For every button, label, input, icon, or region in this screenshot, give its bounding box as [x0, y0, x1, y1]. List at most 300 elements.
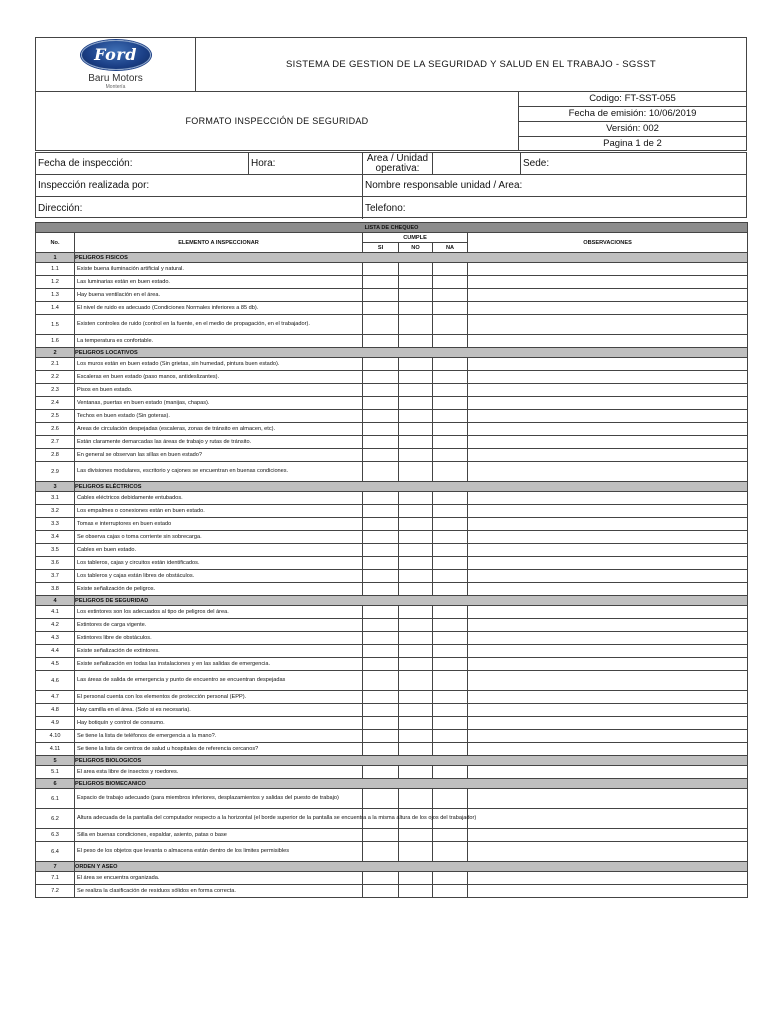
check-no-cell[interactable]	[399, 371, 433, 384]
check-na-cell[interactable]	[433, 371, 468, 384]
check-na-cell[interactable]	[433, 423, 468, 436]
check-na-cell[interactable]	[433, 730, 468, 743]
observations-cell[interactable]	[468, 842, 748, 862]
observations-cell[interactable]	[468, 789, 748, 809]
item-number: 1.4	[36, 302, 75, 315]
check-si-cell[interactable]	[363, 583, 399, 596]
observations-cell[interactable]	[468, 531, 748, 544]
table-row	[36, 717, 748, 730]
check-si-cell[interactable]	[363, 619, 399, 632]
check-na-cell[interactable]	[433, 289, 468, 302]
phone-field[interactable]: Telefono:	[362, 197, 746, 219]
check-na-cell[interactable]	[433, 717, 468, 730]
logo-company: Baru Motors	[88, 72, 143, 84]
item-number: 5.1	[36, 766, 75, 779]
item-number: 6.2	[36, 809, 75, 829]
item-number: 1.1	[36, 263, 75, 276]
item-number: 2.8	[36, 449, 75, 462]
check-no-cell[interactable]	[399, 743, 433, 756]
item-description: En general se observan las sillas en buen estado?	[75, 449, 363, 462]
check-no-cell[interactable]	[399, 570, 433, 583]
check-si-cell[interactable]	[363, 544, 399, 557]
check-no-cell[interactable]	[399, 276, 433, 289]
item-number: 4.11	[36, 743, 75, 756]
col-no-header: No.	[36, 233, 75, 253]
item-description: Areas de circulación despejadas (escaleras, zonas de tránsito en almacen, etc).	[75, 423, 363, 436]
table-row	[36, 842, 748, 862]
item-description: Los tableros, cajas y circuitos están identificados.	[75, 557, 363, 570]
check-no-cell[interactable]	[399, 671, 433, 691]
item-description: Silla en buenas condiciones, espaldar, asiento, patas o base	[75, 829, 363, 842]
doc-page: Pagina 1 de 2	[603, 138, 662, 149]
check-si-cell[interactable]	[363, 766, 399, 779]
item-number: 4.1	[36, 606, 75, 619]
check-no-cell[interactable]	[399, 544, 433, 557]
check-si-cell[interactable]	[363, 691, 399, 704]
check-si-cell[interactable]	[363, 423, 399, 436]
check-no-cell[interactable]	[399, 449, 433, 462]
check-na-cell[interactable]	[433, 583, 468, 596]
check-no-cell[interactable]	[399, 691, 433, 704]
check-si-cell[interactable]	[363, 335, 399, 348]
check-na-cell[interactable]	[433, 335, 468, 348]
section-header-row	[36, 756, 748, 766]
table-row	[36, 371, 748, 384]
observations-cell[interactable]	[468, 583, 748, 596]
check-si-cell[interactable]	[363, 371, 399, 384]
section-number: 3	[36, 482, 75, 492]
check-na-cell[interactable]	[433, 789, 468, 809]
item-number: 2.2	[36, 371, 75, 384]
col-complies-header: CUMPLE	[363, 233, 468, 243]
item-number: 3.3	[36, 518, 75, 531]
observations-cell[interactable]	[468, 492, 748, 505]
item-description: Existe señalización de peligros.	[75, 583, 363, 596]
check-no-cell[interactable]	[399, 829, 433, 842]
item-description: Tomas e interruptores en buen estado	[75, 518, 363, 531]
header-top	[35, 37, 747, 92]
check-na-cell[interactable]	[433, 449, 468, 462]
item-description: Existe señalización de extintores.	[75, 645, 363, 658]
check-si-cell[interactable]	[363, 743, 399, 756]
check-si-cell[interactable]	[363, 276, 399, 289]
check-na-cell[interactable]	[433, 619, 468, 632]
check-na-cell[interactable]	[433, 829, 468, 842]
item-description: Extintores de carga vigente.	[75, 619, 363, 632]
check-no-cell[interactable]	[399, 632, 433, 645]
info-row-2	[36, 175, 746, 197]
check-no-cell[interactable]	[399, 315, 433, 335]
observations-cell[interactable]	[468, 829, 748, 842]
section-number: 7	[36, 862, 75, 872]
table-row	[36, 436, 748, 449]
check-si-cell[interactable]	[363, 872, 399, 885]
table-row	[36, 730, 748, 743]
check-si-cell[interactable]	[363, 570, 399, 583]
area-field[interactable]	[432, 153, 520, 174]
item-number: 7.1	[36, 872, 75, 885]
table-row	[36, 570, 748, 583]
table-row	[36, 619, 748, 632]
check-na-cell[interactable]	[433, 544, 468, 557]
item-number: 2.7	[36, 436, 75, 449]
company-logo	[36, 38, 196, 91]
table-row	[36, 743, 748, 756]
check-na-cell[interactable]	[433, 606, 468, 619]
item-number: 6.3	[36, 829, 75, 842]
check-si-cell[interactable]	[363, 315, 399, 335]
check-si-cell[interactable]	[363, 449, 399, 462]
item-description: Pisos en buen estado.	[75, 384, 363, 397]
check-na-cell[interactable]	[433, 276, 468, 289]
check-no-cell[interactable]	[399, 384, 433, 397]
section-title: PELIGROS FISICOS	[75, 253, 748, 263]
check-si-cell[interactable]	[363, 410, 399, 423]
check-na-cell[interactable]	[433, 632, 468, 645]
check-na-cell[interactable]	[433, 872, 468, 885]
observations-cell[interactable]	[468, 557, 748, 570]
item-number: 7.2	[36, 885, 75, 898]
check-si-cell[interactable]	[363, 829, 399, 842]
observations-cell[interactable]	[468, 730, 748, 743]
item-description: Altura adecuada de la pantalla del computador respecto a la horizontal (el borde superior de la pantalla se encuentra a la misma altura de los ojos del trabajador)	[75, 809, 363, 829]
item-description: Se observa cajas o toma corriente sin sobrecarga.	[75, 531, 363, 544]
section-header-row	[36, 348, 748, 358]
check-no-cell[interactable]	[399, 766, 433, 779]
item-description: Espacio de trabajo adecuado (para miembros inferiores, desplazamientos y salidas del puesto de trabajo)	[75, 789, 363, 809]
check-na-cell[interactable]	[433, 358, 468, 371]
check-no-cell[interactable]	[399, 658, 433, 671]
check-si-cell[interactable]	[363, 717, 399, 730]
item-description: Hay botiquín y control de consumo.	[75, 717, 363, 730]
observations-cell[interactable]	[468, 410, 748, 423]
section-title: PELIGROS ELÉCTRICOS	[75, 482, 748, 492]
col-no-option-header: NO	[399, 243, 433, 253]
check-no-cell[interactable]	[399, 730, 433, 743]
item-number: 2.3	[36, 384, 75, 397]
check-no-cell[interactable]	[399, 645, 433, 658]
info-row-3	[36, 197, 746, 219]
table-row	[36, 671, 748, 691]
item-description: Las divisiones modulares, escritorio y cajones se encuentran en buenas condiciones.	[75, 462, 363, 482]
check-na-cell[interactable]	[433, 397, 468, 410]
check-no-cell[interactable]	[399, 492, 433, 505]
check-si-cell[interactable]	[363, 842, 399, 862]
table-row	[36, 449, 748, 462]
area-label-line1: Area / Unidad	[366, 152, 429, 164]
table-row	[36, 492, 748, 505]
table-row	[36, 789, 748, 809]
check-si-cell[interactable]	[363, 557, 399, 570]
observations-cell[interactable]	[468, 384, 748, 397]
check-na-cell[interactable]	[433, 410, 468, 423]
table-row	[36, 583, 748, 596]
table-row	[36, 691, 748, 704]
item-number: 2.1	[36, 358, 75, 371]
check-si-cell[interactable]	[363, 658, 399, 671]
item-description: Cables eléctricos debidamente entubados.	[75, 492, 363, 505]
section-number: 6	[36, 779, 75, 789]
check-si-cell[interactable]	[363, 505, 399, 518]
check-no-cell[interactable]	[399, 410, 433, 423]
observations-cell[interactable]	[468, 335, 748, 348]
observations-cell[interactable]	[468, 658, 748, 671]
item-description: Existe buena iluminación artificial y natural.	[75, 263, 363, 276]
table-row	[36, 809, 748, 829]
table-row	[36, 410, 748, 423]
table-row	[36, 766, 748, 779]
col-observations-header: OBSERVACIONES	[468, 233, 748, 253]
check-si-cell[interactable]	[363, 462, 399, 482]
check-no-cell[interactable]	[399, 872, 433, 885]
item-number: 4.8	[36, 704, 75, 717]
item-description: Extintores libre de obstáculos.	[75, 632, 363, 645]
check-si-cell[interactable]	[363, 632, 399, 645]
check-no-cell[interactable]	[399, 583, 433, 596]
check-na-cell[interactable]	[433, 315, 468, 335]
check-na-cell[interactable]	[433, 885, 468, 898]
item-description: Existe señalización en todas las instalaciones y en las salidas de emergencia.	[75, 658, 363, 671]
item-number: 2.9	[36, 462, 75, 482]
observations-cell[interactable]	[468, 276, 748, 289]
table-row	[36, 606, 748, 619]
doc-version: Versión: 002	[519, 122, 746, 137]
check-si-cell[interactable]	[363, 492, 399, 505]
check-no-cell[interactable]	[399, 335, 433, 348]
check-no-cell[interactable]	[399, 289, 433, 302]
check-na-cell[interactable]	[433, 505, 468, 518]
table-row	[36, 302, 748, 315]
item-description: El peso de los objetos que levanta o almacena están dentro de los limites permisibles	[75, 842, 363, 862]
item-description: Los empalmes o conexiones están en buen estado.	[75, 505, 363, 518]
check-na-cell[interactable]	[433, 531, 468, 544]
check-na-cell[interactable]	[433, 384, 468, 397]
responsible-field[interactable]: Nombre responsable unidad / Area:	[362, 175, 746, 196]
observations-cell[interactable]	[468, 691, 748, 704]
check-si-cell[interactable]	[363, 263, 399, 276]
table-row	[36, 263, 748, 276]
table-row	[36, 462, 748, 482]
doc-issue-date: Fecha de emisión: 10/06/2019	[519, 107, 746, 122]
table-row	[36, 335, 748, 348]
check-na-cell[interactable]	[433, 570, 468, 583]
observations-cell[interactable]	[468, 766, 748, 779]
check-si-cell[interactable]	[363, 704, 399, 717]
check-si-cell[interactable]	[363, 358, 399, 371]
observations-cell[interactable]	[468, 619, 748, 632]
check-no-cell[interactable]	[399, 436, 433, 449]
item-number: 3.5	[36, 544, 75, 557]
check-no-cell[interactable]	[399, 704, 433, 717]
observations-cell[interactable]	[468, 645, 748, 658]
observations-cell[interactable]	[468, 289, 748, 302]
item-number: 2.5	[36, 410, 75, 423]
item-number: 3.2	[36, 505, 75, 518]
check-na-cell[interactable]	[433, 302, 468, 315]
observations-cell[interactable]	[468, 704, 748, 717]
observations-cell[interactable]	[468, 371, 748, 384]
check-si-cell[interactable]	[363, 302, 399, 315]
check-na-cell[interactable]	[433, 436, 468, 449]
item-description: Los extintores son los adecuados al tipo de peligros del área.	[75, 606, 363, 619]
col-element-header: ELEMENTO A INSPECCIONAR	[75, 233, 363, 253]
item-description: Cables en buen estado.	[75, 544, 363, 557]
item-description: Escaleras en buen estado (paso manos, antideslizantes).	[75, 371, 363, 384]
inspection-date-field[interactable]: Fecha de inspección:	[38, 158, 133, 169]
check-no-cell[interactable]	[399, 518, 433, 531]
observations-cell[interactable]	[468, 743, 748, 756]
item-number: 3.4	[36, 531, 75, 544]
check-no-cell[interactable]	[399, 302, 433, 315]
observations-cell[interactable]	[468, 302, 748, 315]
observations-cell[interactable]	[468, 671, 748, 691]
section-number: 2	[36, 348, 75, 358]
check-na-cell[interactable]	[433, 842, 468, 862]
section-title: PELIGROS BIOMECANICO	[75, 779, 748, 789]
check-no-cell[interactable]	[399, 606, 433, 619]
table-row	[36, 829, 748, 842]
check-na-cell[interactable]	[433, 743, 468, 756]
check-no-cell[interactable]	[399, 557, 433, 570]
table-row	[36, 531, 748, 544]
check-si-cell[interactable]	[363, 518, 399, 531]
item-description: Hay camilla en el área. (Solo si es necesaria).	[75, 704, 363, 717]
check-na-cell[interactable]	[433, 263, 468, 276]
table-row	[36, 505, 748, 518]
check-no-cell[interactable]	[399, 885, 433, 898]
check-na-cell[interactable]	[433, 691, 468, 704]
check-si-cell[interactable]	[363, 289, 399, 302]
observations-cell[interactable]	[468, 872, 748, 885]
check-no-cell[interactable]	[399, 717, 433, 730]
check-no-cell[interactable]	[399, 397, 433, 410]
check-na-cell[interactable]	[433, 645, 468, 658]
check-na-cell[interactable]	[433, 704, 468, 717]
observations-cell[interactable]	[468, 518, 748, 531]
check-no-cell[interactable]	[399, 505, 433, 518]
item-number: 4.6	[36, 671, 75, 691]
section-number: 4	[36, 596, 75, 606]
table-row	[36, 358, 748, 371]
item-number: 6.4	[36, 842, 75, 862]
observations-cell[interactable]	[468, 423, 748, 436]
logo-brand: Ford	[94, 45, 137, 64]
table-row	[36, 518, 748, 531]
item-description: Los muros están en buen estado (Sin grietas, sin humedad, pintura buen estado).	[75, 358, 363, 371]
item-description: Existen controles de ruido (control en la fuente, en el medio de propagación, en el trabajador).	[75, 315, 363, 335]
check-no-cell[interactable]	[399, 462, 433, 482]
section-number: 1	[36, 253, 75, 263]
check-si-cell[interactable]	[363, 645, 399, 658]
observations-cell[interactable]	[468, 885, 748, 898]
item-description: Se tiene la lista de teléfonos de emergencia a la mano?.	[75, 730, 363, 743]
observations-cell[interactable]	[468, 544, 748, 557]
check-si-cell[interactable]	[363, 397, 399, 410]
check-na-cell[interactable]	[433, 658, 468, 671]
observations-cell[interactable]	[468, 358, 748, 371]
site-field[interactable]: Sede:	[520, 153, 746, 174]
section-header-row	[36, 862, 748, 872]
check-si-cell[interactable]	[363, 885, 399, 898]
checklist-title-row	[36, 223, 748, 233]
check-na-cell[interactable]	[433, 462, 468, 482]
item-number: 1.5	[36, 315, 75, 335]
table-row	[36, 645, 748, 658]
observations-cell[interactable]	[468, 449, 748, 462]
check-si-cell[interactable]	[363, 436, 399, 449]
table-row	[36, 557, 748, 570]
observations-cell[interactable]	[468, 632, 748, 645]
col-si-header: SI	[363, 243, 399, 253]
table-row	[36, 397, 748, 410]
check-si-cell[interactable]	[363, 384, 399, 397]
time-field[interactable]: Hora:	[248, 153, 362, 174]
address-field[interactable]: Dirección:	[38, 202, 83, 214]
item-description: Las luminarias están en buen estado.	[75, 276, 363, 289]
col-na-header: NA	[433, 243, 468, 253]
observations-cell[interactable]	[468, 462, 748, 482]
section-title: PELIGROS DE SEGURIDAD	[75, 596, 748, 606]
item-number: 1.2	[36, 276, 75, 289]
check-si-cell[interactable]	[363, 671, 399, 691]
item-number: 4.3	[36, 632, 75, 645]
item-number: 2.6	[36, 423, 75, 436]
observations-cell[interactable]	[468, 315, 748, 335]
item-description: Hay buena ventilación en el área.	[75, 289, 363, 302]
check-no-cell[interactable]	[399, 842, 433, 862]
table-row	[36, 276, 748, 289]
item-number: 1.3	[36, 289, 75, 302]
section-number: 5	[36, 756, 75, 766]
area-label	[362, 153, 432, 174]
section-header-row	[36, 779, 748, 789]
table-row	[36, 384, 748, 397]
check-na-cell[interactable]	[433, 557, 468, 570]
check-na-cell[interactable]	[433, 671, 468, 691]
section-title: ORDEN Y ASEO	[75, 862, 748, 872]
check-si-cell[interactable]	[363, 730, 399, 743]
check-no-cell[interactable]	[399, 423, 433, 436]
check-si-cell[interactable]	[363, 606, 399, 619]
inspector-field[interactable]: Inspección realizada por:	[38, 180, 150, 191]
observations-cell[interactable]	[468, 717, 748, 730]
section-header-row	[36, 596, 748, 606]
check-no-cell[interactable]	[399, 531, 433, 544]
check-no-cell[interactable]	[399, 263, 433, 276]
observations-cell[interactable]	[468, 397, 748, 410]
check-si-cell[interactable]	[363, 789, 399, 809]
check-no-cell[interactable]	[399, 619, 433, 632]
item-description: El personal cuenta con los elementos de protección personal (EPP).	[75, 691, 363, 704]
checklist-table	[35, 222, 748, 898]
check-na-cell[interactable]	[433, 766, 468, 779]
checklist-title: LISTA DE CHEQUEO	[36, 223, 748, 233]
check-no-cell[interactable]	[399, 358, 433, 371]
observations-cell[interactable]	[468, 570, 748, 583]
observations-cell[interactable]	[468, 263, 748, 276]
item-description: El area esta libre de insectos y roedores.	[75, 766, 363, 779]
observations-cell[interactable]	[468, 436, 748, 449]
check-na-cell[interactable]	[433, 492, 468, 505]
check-si-cell[interactable]	[363, 531, 399, 544]
document-control	[519, 92, 746, 150]
item-description: Las áreas de salida de emergencia y punto de encuentro se encuentran despejadas	[75, 671, 363, 691]
check-na-cell[interactable]	[433, 518, 468, 531]
observations-cell[interactable]	[468, 606, 748, 619]
observations-cell[interactable]	[468, 505, 748, 518]
observations-cell[interactable]	[468, 809, 748, 829]
check-no-cell[interactable]	[399, 789, 433, 809]
